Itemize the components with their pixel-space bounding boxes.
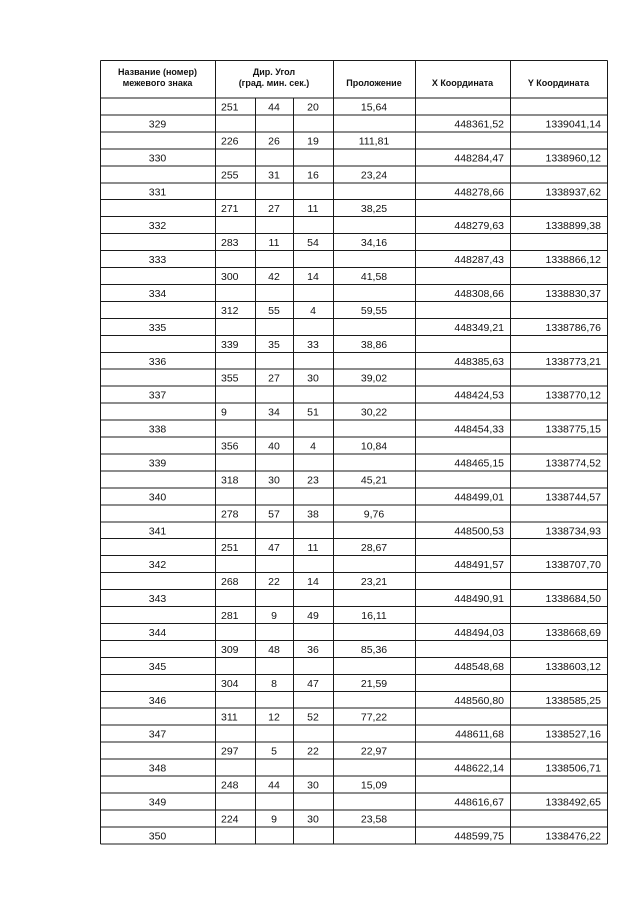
- cell-angle-minutes: 44: [268, 101, 280, 114]
- cell-y-coordinate: 1338899,38: [545, 220, 601, 233]
- cell-x-coordinate: 448494,03: [454, 626, 504, 639]
- header-length: Проложение: [346, 78, 402, 88]
- cell-angle-seconds: 11: [307, 542, 319, 555]
- cell-angle-degrees: 300: [221, 271, 239, 283]
- cell-angle-degrees: 9: [221, 406, 227, 419]
- cell-angle-minutes: 34: [268, 406, 280, 419]
- cell-angle-seconds: 11: [307, 203, 319, 216]
- cell-angle-seconds: 51: [307, 406, 319, 419]
- cell-angle-minutes: 12: [268, 711, 280, 724]
- header-name-line1: Название (номер): [118, 67, 197, 77]
- cell-point-name: 342: [148, 559, 167, 572]
- header-angle-line2: (град. мин. сек.): [238, 78, 310, 88]
- cell-angle-seconds: 30: [307, 813, 319, 826]
- cell-length: 39,02: [360, 372, 388, 385]
- cell-angle-seconds: 19: [307, 135, 319, 148]
- cell-point-name: 336: [148, 355, 167, 368]
- cell-angle-seconds: 47: [307, 677, 319, 690]
- boundary-coordinates-table: [100, 60, 608, 843]
- cell-angle-seconds: 4: [310, 304, 316, 317]
- cell-x-coordinate: 448490,91: [454, 593, 504, 606]
- cell-angle-seconds: 14: [307, 576, 319, 589]
- cell-x-coordinate: 448349,21: [454, 321, 504, 334]
- cell-angle-degrees: 356: [221, 440, 239, 453]
- cell-y-coordinate: 1338603,12: [545, 660, 601, 673]
- cell-length: 22,97: [360, 745, 388, 758]
- cell-angle-degrees: 268: [221, 576, 239, 589]
- cell-angle-degrees: 248: [221, 779, 239, 792]
- cell-angle-minutes: 42: [268, 271, 280, 283]
- cell-y-coordinate: 1338960,12: [545, 152, 601, 165]
- cell-angle-degrees: 251: [221, 101, 239, 114]
- cell-angle-minutes: 30: [268, 474, 280, 487]
- cell-x-coordinate: 448454,33: [454, 423, 504, 436]
- cell-x-coordinate: 448385,63: [454, 355, 504, 368]
- cell-angle-minutes: 47: [268, 542, 280, 555]
- header-y: Y Координата: [527, 78, 590, 88]
- cell-length: 15,64: [360, 101, 388, 114]
- cell-y-coordinate: 1338770,12: [545, 389, 601, 402]
- cell-y-coordinate: 1338585,25: [545, 694, 601, 707]
- cell-angle-minutes: 26: [268, 135, 280, 148]
- cell-length: 9,76: [363, 508, 385, 521]
- cell-y-coordinate: 1338684,50: [545, 593, 601, 606]
- cell-angle-degrees: 255: [221, 169, 239, 182]
- cell-point-name: 349: [148, 796, 167, 809]
- cell-x-coordinate: 448279,63: [454, 220, 504, 233]
- cell-length: 21,59: [360, 677, 388, 690]
- cell-x-coordinate: 448284,47: [454, 152, 504, 165]
- cell-angle-degrees: 312: [221, 304, 239, 317]
- cell-angle-minutes: 5: [271, 745, 277, 758]
- cell-length: 16,11: [361, 610, 387, 622]
- cell-point-name: 344: [148, 626, 167, 639]
- cell-length: 45,21: [360, 474, 388, 487]
- cell-point-name: 340: [148, 491, 167, 504]
- cell-point-name: 334: [148, 287, 167, 300]
- cell-angle-seconds: 52: [307, 711, 319, 724]
- cell-length: 111,81: [358, 135, 390, 148]
- cell-angle-seconds: 54: [307, 237, 319, 250]
- cell-angle-minutes: 11: [268, 237, 280, 250]
- cell-length: 23,24: [360, 169, 388, 182]
- cell-y-coordinate: 1338734,93: [545, 525, 601, 538]
- cell-y-coordinate: 1338476,22: [545, 830, 601, 843]
- cell-y-coordinate: 1338527,16: [545, 728, 601, 741]
- cell-angle-minutes: 31: [268, 169, 280, 182]
- cell-angle-degrees: 318: [221, 474, 239, 487]
- cell-point-name: 335: [148, 321, 167, 334]
- cell-y-coordinate: 1338744,57: [545, 491, 601, 504]
- header-angle-line1: Дир. Угол: [252, 67, 296, 77]
- cell-length: 10,84: [360, 440, 388, 453]
- cell-length: 38,86: [360, 338, 388, 351]
- cell-point-name: 329: [148, 118, 167, 131]
- cell-angle-seconds: 49: [307, 610, 319, 622]
- cell-angle-minutes: 8: [271, 677, 277, 690]
- cell-point-name: 331: [148, 186, 167, 199]
- cell-point-name: 348: [148, 762, 167, 775]
- cell-x-coordinate: 448308,66: [454, 287, 504, 300]
- cell-point-name: 347: [148, 728, 167, 741]
- cell-x-coordinate: 448465,15: [454, 457, 504, 470]
- cell-length: 59,55: [360, 304, 388, 317]
- cell-length: 30,22: [360, 406, 388, 419]
- cell-length: 38,25: [360, 203, 388, 216]
- cell-angle-seconds: 14: [307, 271, 319, 283]
- cell-angle-degrees: 304: [221, 677, 239, 690]
- cell-angle-degrees: 283: [221, 237, 239, 250]
- header-name-line2: межевого знака: [122, 78, 193, 88]
- cell-angle-seconds: 4: [310, 440, 316, 453]
- cell-x-coordinate: 448424,53: [454, 389, 504, 402]
- cell-y-coordinate: 1338866,12: [545, 254, 601, 267]
- cell-x-coordinate: 448616,67: [454, 796, 504, 809]
- cell-angle-minutes: 35: [268, 338, 280, 351]
- cell-angle-seconds: 38: [307, 508, 319, 521]
- cell-y-coordinate: 1338506,71: [545, 762, 601, 775]
- cell-angle-minutes: 27: [268, 203, 280, 216]
- cell-angle-degrees: 251: [221, 542, 239, 555]
- cell-angle-degrees: 355: [221, 372, 239, 385]
- cell-angle-minutes: 48: [268, 643, 280, 656]
- cell-angle-degrees: 278: [221, 508, 239, 521]
- header-x: X Координата: [431, 78, 494, 88]
- cell-x-coordinate: 448611,68: [455, 728, 504, 741]
- cell-y-coordinate: 1338492,65: [545, 796, 601, 809]
- cell-angle-seconds: 33: [307, 338, 319, 351]
- cell-point-name: 337: [148, 389, 167, 402]
- cell-angle-seconds: 30: [307, 372, 319, 385]
- cell-angle-minutes: 9: [271, 813, 277, 826]
- cell-y-coordinate: 1338786,76: [545, 321, 601, 334]
- cell-x-coordinate: 448560,80: [454, 694, 504, 707]
- cell-angle-seconds: 30: [307, 779, 319, 792]
- cell-angle-degrees: 224: [221, 813, 239, 826]
- cell-point-name: 332: [148, 220, 167, 233]
- cell-y-coordinate: 1338830,37: [545, 287, 601, 300]
- cell-angle-degrees: 226: [221, 135, 239, 148]
- cell-length: 28,67: [360, 542, 388, 555]
- cell-angle-minutes: 9: [271, 610, 277, 622]
- cell-point-name: 338: [148, 423, 167, 436]
- cell-x-coordinate: 448361,52: [454, 118, 504, 131]
- cell-x-coordinate: 448287,43: [454, 254, 504, 267]
- cell-angle-seconds: 36: [307, 643, 319, 656]
- cell-length: 77,22: [360, 711, 388, 724]
- cell-angle-degrees: 311: [221, 711, 238, 724]
- cell-y-coordinate: 1339041,14: [545, 118, 601, 131]
- cell-x-coordinate: 448548,68: [454, 660, 504, 673]
- cell-angle-minutes: 27: [268, 372, 280, 385]
- cell-angle-degrees: 297: [221, 745, 239, 758]
- cell-y-coordinate: 1338668,69: [545, 626, 601, 639]
- cell-x-coordinate: 448500,53: [454, 525, 504, 538]
- cell-x-coordinate: 448599,75: [454, 830, 504, 843]
- cell-angle-degrees: 339: [221, 338, 239, 351]
- cell-angle-seconds: 16: [307, 169, 319, 182]
- cell-x-coordinate: 448278,66: [454, 186, 504, 199]
- cell-y-coordinate: 1338937,62: [545, 186, 601, 199]
- cell-angle-seconds: 20: [307, 101, 319, 114]
- cell-length: 15,09: [360, 779, 388, 792]
- cell-point-name: 343: [148, 593, 167, 606]
- cell-y-coordinate: 1338773,21: [545, 355, 601, 368]
- cell-x-coordinate: 448491,57: [454, 559, 504, 572]
- cell-length: 23,58: [360, 813, 388, 826]
- cell-angle-minutes: 55: [268, 304, 280, 317]
- cell-angle-degrees: 281: [221, 610, 239, 622]
- cell-length: 23,21: [360, 576, 388, 589]
- cell-angle-degrees: 309: [221, 643, 239, 656]
- cell-y-coordinate: 1338775,15: [545, 423, 601, 436]
- cell-angle-minutes: 40: [268, 440, 280, 453]
- cell-y-coordinate: 1338774,52: [545, 457, 601, 470]
- cell-length: 34,16: [360, 237, 388, 250]
- cell-point-name: 345: [148, 660, 167, 673]
- cell-x-coordinate: 448499,01: [454, 491, 504, 504]
- cell-x-coordinate: 448622,14: [454, 762, 504, 775]
- cell-point-name: 330: [148, 152, 167, 165]
- cell-angle-seconds: 22: [307, 745, 319, 758]
- cell-angle-degrees: 271: [221, 203, 239, 216]
- cell-point-name: 346: [148, 694, 167, 707]
- cell-length: 85,36: [360, 643, 388, 656]
- cell-y-coordinate: 1338707,70: [545, 559, 601, 572]
- cell-length: 41,58: [360, 271, 388, 283]
- cell-point-name: 339: [148, 457, 167, 470]
- cell-angle-seconds: 23: [307, 474, 319, 487]
- cell-point-name: 350: [148, 830, 167, 843]
- cell-point-name: 333: [148, 254, 167, 267]
- cell-angle-minutes: 44: [268, 779, 280, 792]
- cell-point-name: 341: [148, 525, 167, 538]
- cell-angle-minutes: 57: [268, 508, 280, 521]
- cell-angle-minutes: 22: [268, 576, 280, 589]
